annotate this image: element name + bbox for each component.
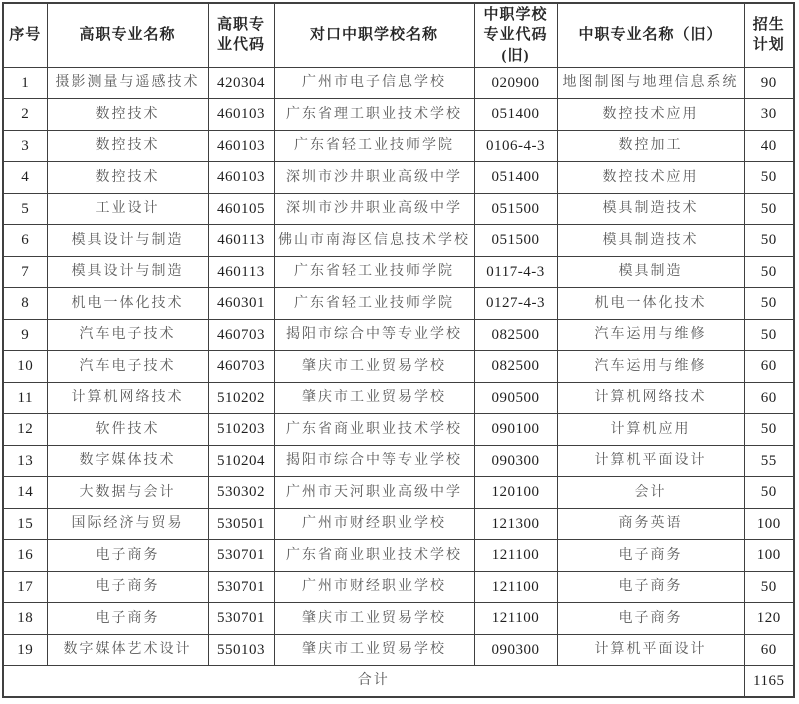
cell-enrollment-plan: 50 [744,477,794,509]
cell-serial-number: 5 [3,193,47,225]
cell-serial-number: 15 [3,508,47,540]
cell-enrollment-plan: 100 [744,540,794,572]
cell-enrollment-plan: 60 [744,351,794,383]
cell-secondary-school-name: 深圳市沙井职业高级中学 [274,162,474,194]
cell-enrollment-plan: 55 [744,445,794,477]
cell-secondary-school-name: 揭阳市综合中等专业学校 [274,445,474,477]
table-row [3,540,794,572]
cell-enrollment-plan: 50 [744,571,794,603]
cell-serial-number: 8 [3,288,47,320]
cell-college-major-name: 电子商务 [47,540,208,572]
total-value: 1165 [744,666,794,697]
cell-secondary-major-name-old: 计算机平面设计 [557,445,744,477]
table-row [3,351,794,383]
cell-secondary-school-name: 深圳市沙井职业高级中学 [274,193,474,225]
table-row [3,414,794,446]
cell-serial-number: 18 [3,603,47,635]
cell-secondary-school-name: 广东省轻工业技师学院 [274,130,474,162]
table-row [3,634,794,666]
cell-secondary-major-name-old: 会计 [557,477,744,509]
table-row [3,382,794,414]
cell-enrollment-plan: 50 [744,256,794,288]
cell-secondary-school-name: 揭阳市综合中等专业学校 [274,319,474,351]
cell-college-major-code: 460703 [208,351,274,383]
cell-secondary-major-code-old: 120100 [474,477,557,509]
cell-enrollment-plan: 50 [744,193,794,225]
cell-college-major-code: 530501 [208,508,274,540]
cell-secondary-major-name-old: 机电一体化技术 [557,288,744,320]
cell-serial-number: 11 [3,382,47,414]
cell-secondary-major-name-old: 模具制造技术 [557,225,744,257]
cell-serial-number: 16 [3,540,47,572]
header-secondary-major-name-old: 中职专业名称（旧） [557,3,744,67]
cell-secondary-major-name-old: 电子商务 [557,571,744,603]
cell-secondary-major-code-old: 090500 [474,382,557,414]
cell-serial-number: 13 [3,445,47,477]
cell-secondary-major-name-old: 电子商务 [557,603,744,635]
cell-secondary-school-name: 广州市财经职业学校 [274,571,474,603]
cell-secondary-major-name-old: 商务英语 [557,508,744,540]
table-row [3,162,794,194]
cell-college-major-code: 530302 [208,477,274,509]
cell-college-major-code: 460703 [208,319,274,351]
cell-secondary-major-code-old: 0127-4-3 [474,288,557,320]
cell-secondary-major-name-old: 汽车运用与维修 [557,351,744,383]
table-row [3,445,794,477]
table-row [3,477,794,509]
table-footer [3,666,794,697]
cell-secondary-major-name-old: 计算机应用 [557,414,744,446]
cell-secondary-major-code-old: 051400 [474,99,557,131]
cell-college-major-code: 460113 [208,225,274,257]
cell-serial-number: 4 [3,162,47,194]
cell-secondary-major-code-old: 0117-4-3 [474,256,557,288]
total-row [3,666,794,697]
cell-college-major-name: 数控技术 [47,130,208,162]
table-row [3,67,794,99]
cell-serial-number: 1 [3,67,47,99]
cell-secondary-major-code-old: 082500 [474,351,557,383]
header-secondary-school-name: 对口中职学校名称 [274,3,474,67]
cell-enrollment-plan: 120 [744,603,794,635]
cell-secondary-major-code-old: 051400 [474,162,557,194]
cell-secondary-major-code-old: 0106-4-3 [474,130,557,162]
cell-enrollment-plan: 50 [744,319,794,351]
cell-secondary-major-name-old: 电子商务 [557,540,744,572]
cell-secondary-major-code-old: 090300 [474,634,557,666]
table-row [3,288,794,320]
cell-serial-number: 6 [3,225,47,257]
cell-secondary-major-name-old: 汽车运用与维修 [557,319,744,351]
header-college-major-name: 高职专业名称 [47,3,208,67]
table-header [3,3,794,67]
cell-college-major-name: 数字媒体艺术设计 [47,634,208,666]
cell-enrollment-plan: 50 [744,162,794,194]
cell-college-major-name: 数字媒体技术 [47,445,208,477]
cell-secondary-school-name: 肇庆市工业贸易学校 [274,351,474,383]
cell-college-major-name: 软件技术 [47,414,208,446]
cell-secondary-school-name: 广州市电子信息学校 [274,67,474,99]
cell-college-major-name: 国际经济与贸易 [47,508,208,540]
cell-college-major-code: 460113 [208,256,274,288]
cell-college-major-code: 530701 [208,603,274,635]
cell-college-major-code: 420304 [208,67,274,99]
cell-serial-number: 14 [3,477,47,509]
header-row [3,3,794,67]
cell-college-major-name: 数控技术 [47,162,208,194]
cell-secondary-school-name: 广州市天河职业高级中学 [274,477,474,509]
cell-enrollment-plan: 90 [744,67,794,99]
table-row [3,99,794,131]
cell-secondary-school-name: 佛山市南海区信息技术学校 [274,225,474,257]
cell-college-major-name: 汽车电子技术 [47,351,208,383]
header-enrollment-plan: 招生计划 [744,3,794,67]
cell-enrollment-plan: 40 [744,130,794,162]
cell-college-major-name: 机电一体化技术 [47,288,208,320]
cell-serial-number: 2 [3,99,47,131]
cell-college-major-name: 数控技术 [47,99,208,131]
table-row [3,225,794,257]
cell-college-major-name: 大数据与会计 [47,477,208,509]
cell-secondary-major-name-old: 模具制造 [557,256,744,288]
cell-college-major-name: 汽车电子技术 [47,319,208,351]
cell-enrollment-plan: 50 [744,288,794,320]
total-label: 合计 [3,666,744,697]
table-row [3,571,794,603]
table-row [3,130,794,162]
cell-secondary-school-name: 广东省轻工业技师学院 [274,288,474,320]
table-body [3,67,794,666]
cell-secondary-school-name: 广东省商业职业技术学校 [274,540,474,572]
cell-secondary-school-name: 肇庆市工业贸易学校 [274,634,474,666]
cell-college-major-code: 510202 [208,382,274,414]
cell-college-major-code: 460103 [208,130,274,162]
cell-college-major-code: 510204 [208,445,274,477]
cell-enrollment-plan: 60 [744,382,794,414]
cell-college-major-name: 计算机网络技术 [47,382,208,414]
table-row [3,319,794,351]
table-row [3,193,794,225]
cell-secondary-school-name: 广州市财经职业学校 [274,508,474,540]
header-serial-number: 序号 [3,3,47,67]
header-secondary-major-code-old: 中职学校专业代码(旧) [474,3,557,67]
cell-serial-number: 7 [3,256,47,288]
cell-serial-number: 10 [3,351,47,383]
cell-secondary-school-name: 广东省理工职业技术学校 [274,99,474,131]
cell-secondary-major-name-old: 地图制图与地理信息系统 [557,67,744,99]
cell-secondary-major-code-old: 090100 [474,414,557,446]
cell-serial-number: 17 [3,571,47,603]
cell-serial-number: 19 [3,634,47,666]
table-row [3,603,794,635]
cell-secondary-school-name: 广东省轻工业技师学院 [274,256,474,288]
table-row [3,256,794,288]
cell-college-major-name: 摄影测量与遥感技术 [47,67,208,99]
cell-enrollment-plan: 50 [744,414,794,446]
cell-college-major-name: 工业设计 [47,193,208,225]
cell-enrollment-plan: 30 [744,99,794,131]
cell-secondary-major-code-old: 121100 [474,540,557,572]
cell-secondary-major-code-old: 051500 [474,225,557,257]
cell-college-major-code: 530701 [208,571,274,603]
cell-secondary-major-name-old: 计算机网络技术 [557,382,744,414]
cell-secondary-major-code-old: 090300 [474,445,557,477]
cell-secondary-major-code-old: 121300 [474,508,557,540]
cell-secondary-major-name-old: 计算机平面设计 [557,634,744,666]
cell-serial-number: 12 [3,414,47,446]
cell-college-major-code: 460301 [208,288,274,320]
enrollment-plan-table [2,2,795,698]
cell-serial-number: 9 [3,319,47,351]
cell-secondary-major-code-old: 121100 [474,603,557,635]
cell-secondary-major-name-old: 数控技术应用 [557,162,744,194]
cell-enrollment-plan: 60 [744,634,794,666]
cell-college-major-name: 模具设计与制造 [47,225,208,257]
cell-college-major-code: 460103 [208,99,274,131]
cell-secondary-major-code-old: 051500 [474,193,557,225]
cell-secondary-school-name: 肇庆市工业贸易学校 [274,382,474,414]
header-college-major-code: 高职专业代码 [208,3,274,67]
cell-college-major-code: 530701 [208,540,274,572]
cell-enrollment-plan: 100 [744,508,794,540]
cell-college-major-name: 电子商务 [47,571,208,603]
cell-college-major-name: 模具设计与制造 [47,256,208,288]
cell-secondary-major-code-old: 020900 [474,67,557,99]
cell-college-major-code: 460103 [208,162,274,194]
cell-secondary-major-code-old: 082500 [474,319,557,351]
cell-secondary-major-name-old: 数控技术应用 [557,99,744,131]
cell-secondary-school-name: 广东省商业职业技术学校 [274,414,474,446]
cell-serial-number: 3 [3,130,47,162]
cell-secondary-major-code-old: 121100 [474,571,557,603]
cell-college-major-name: 电子商务 [47,603,208,635]
cell-college-major-code: 550103 [208,634,274,666]
table-row [3,508,794,540]
cell-secondary-major-name-old: 数控加工 [557,130,744,162]
cell-college-major-code: 460105 [208,193,274,225]
cell-college-major-code: 510203 [208,414,274,446]
cell-secondary-school-name: 肇庆市工业贸易学校 [274,603,474,635]
cell-enrollment-plan: 50 [744,225,794,257]
cell-secondary-major-name-old: 模具制造技术 [557,193,744,225]
